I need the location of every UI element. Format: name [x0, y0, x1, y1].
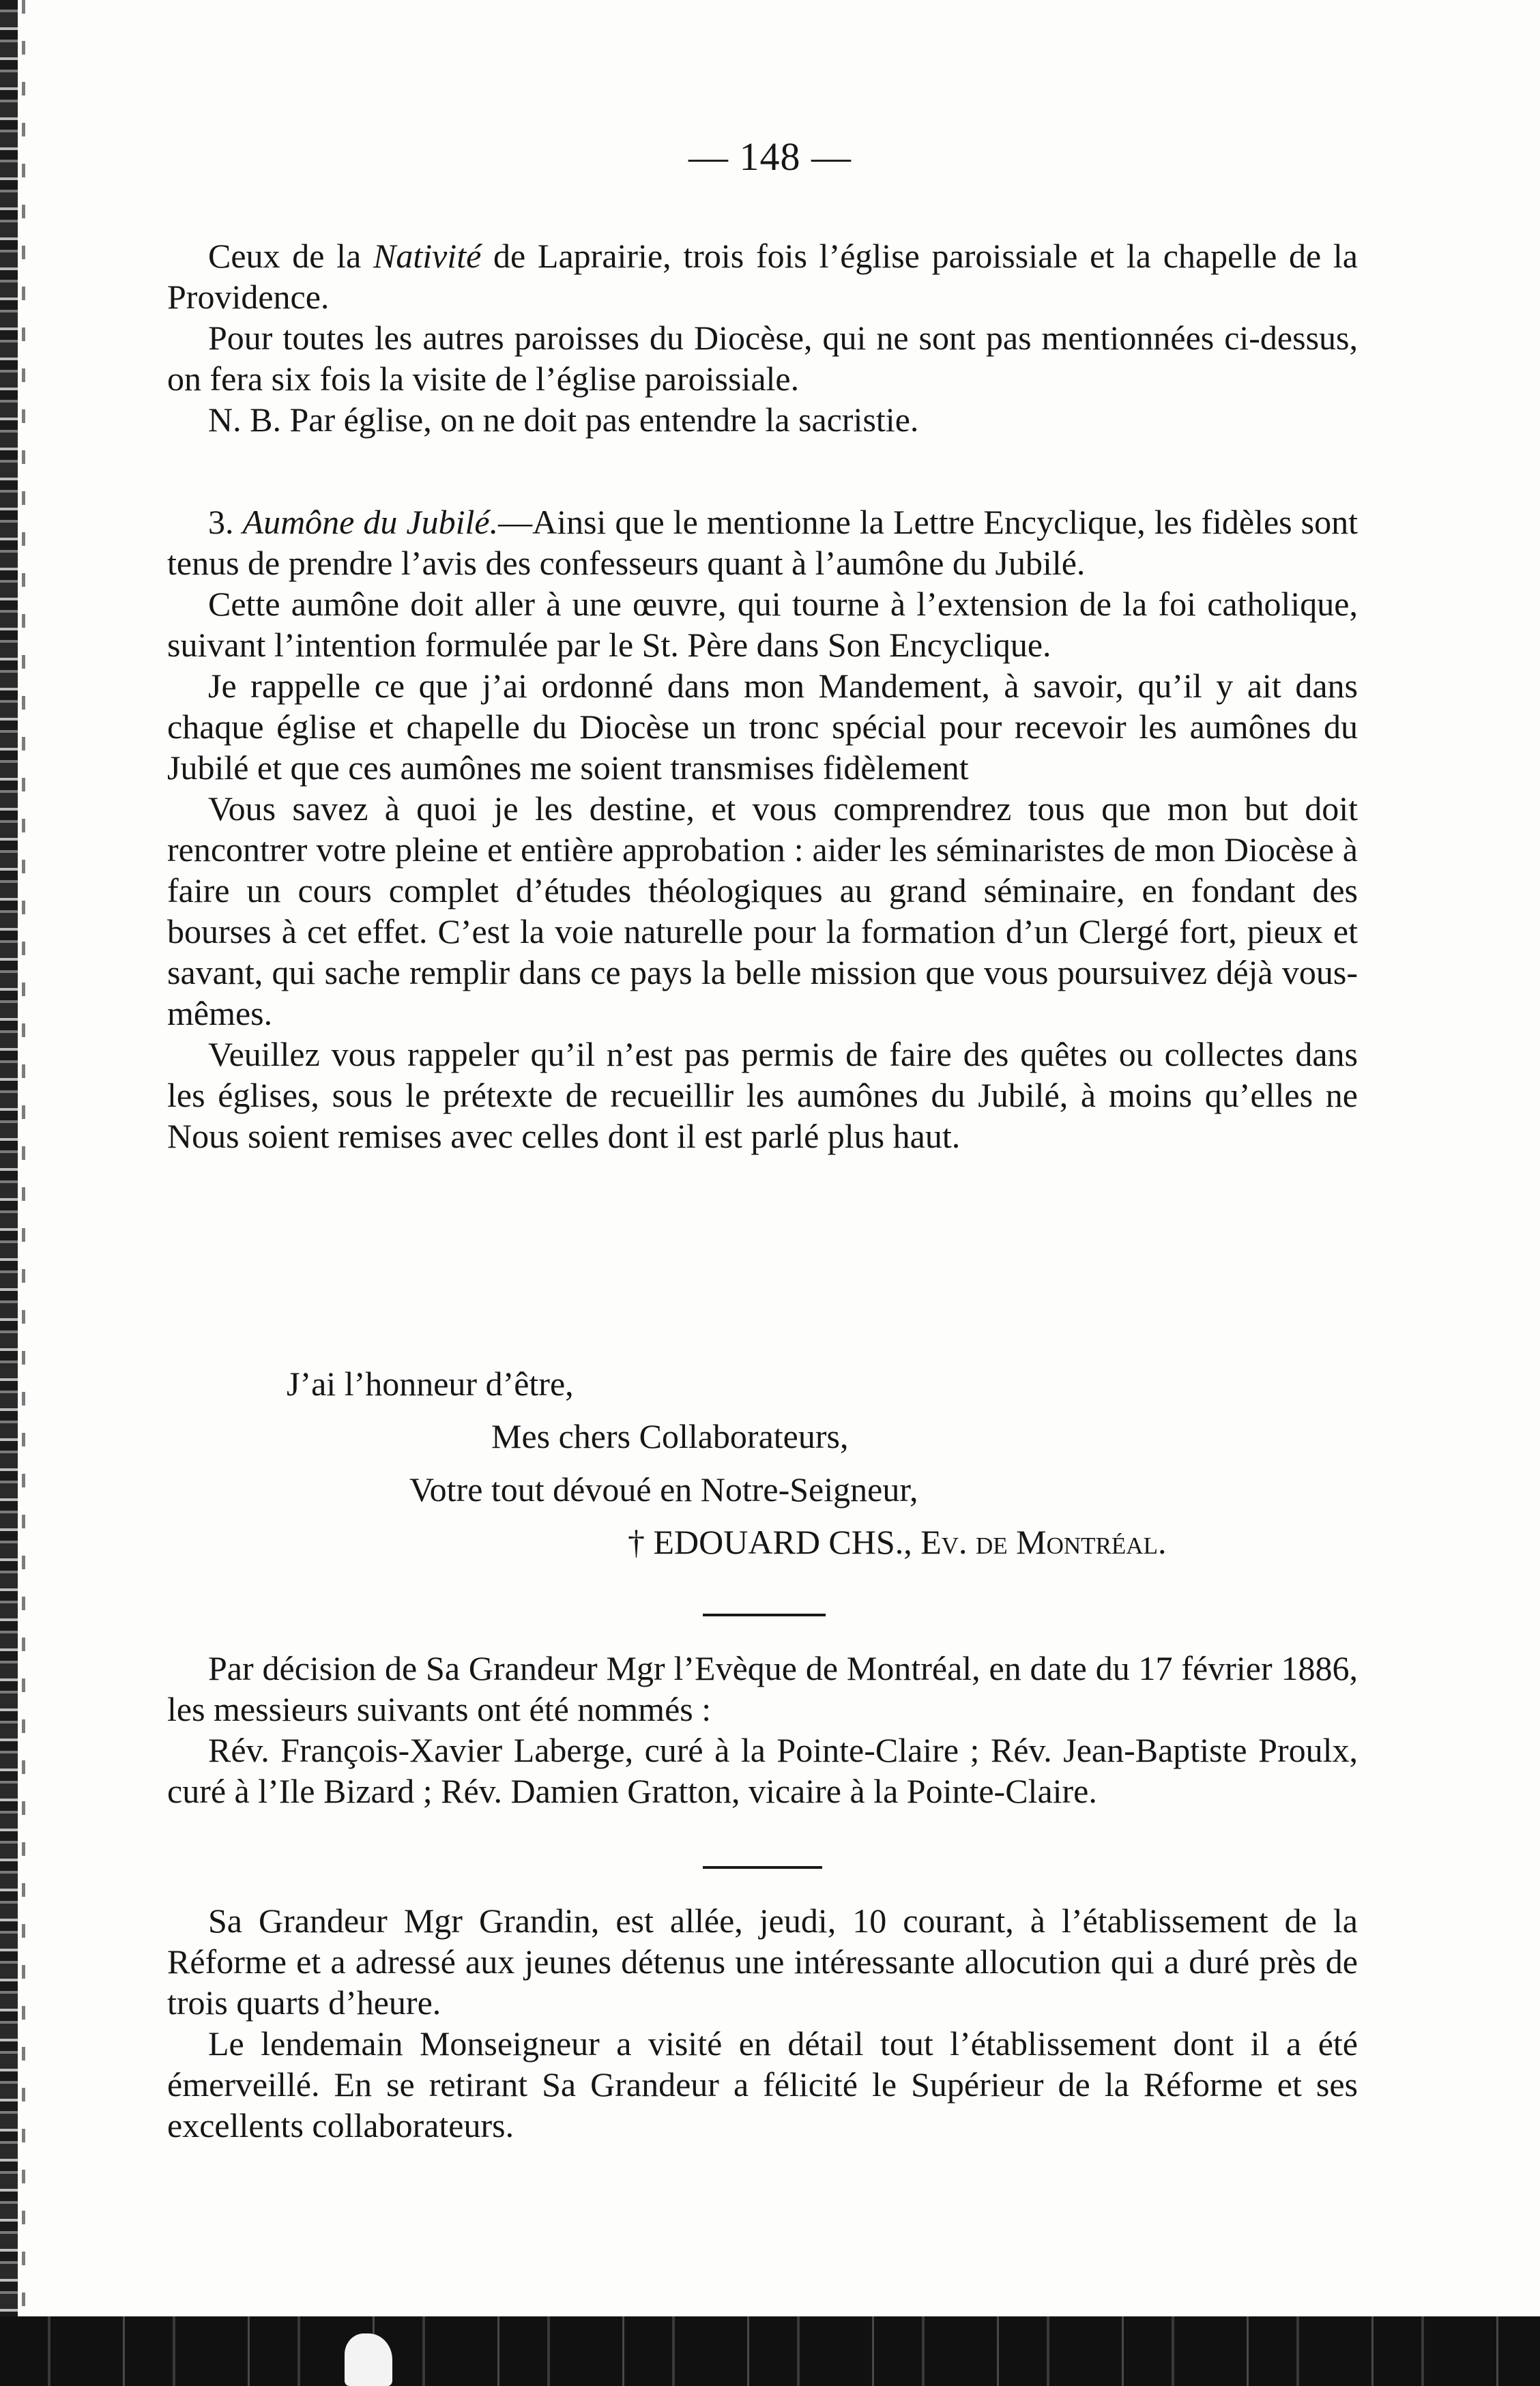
- closing-devotion: Votre tout dévoué en Notre-Seigneur,: [409, 1470, 918, 1509]
- paragraph-appointments: Rév. François-Xavier Laberge, curé à la Pointe-Claire ; Rév. Jean-Baptiste Proulx, curé à l’Ile Bizard ; Rév. Damien Gratton, vicaire à la Pointe-Claire.: [167, 1731, 1358, 1810]
- binding-edge-shadow: [22, 0, 25, 2386]
- visits-section: [167, 235, 1358, 440]
- grandin-visit-section: [167, 1900, 1358, 2146]
- signature-title: Ev. de Montréal.: [920, 1523, 1167, 1561]
- paragraph-allocution: Sa Grandeur Mgr Grandin, est allée, jeudi, 10 courant, à l’établissement de la Réforme et a adressé aux jeunes détenus une intéressante allocution qui a duré près de trois quarts d’heure.: [167, 1902, 1358, 2022]
- binding-edge: [0, 0, 18, 2386]
- paragraph-text: —Ainsi que le mentionne la Lettre Encyclique, les fidèles sont tenus de prendre l’avis des confesseurs quant à l’aumône du Jubilé.: [167, 503, 1359, 582]
- section-title-italic: Aumône du Jubilé.: [242, 503, 499, 541]
- scan-noise: [0, 2316, 1540, 2386]
- paragraph-text: Ceux de la: [208, 237, 373, 275]
- section-divider: [703, 1614, 826, 1616]
- paragraph-decision: Par décision de Sa Grandeur Mgr l’Evèque de Montréal, en date du 17 février 1886, les messieurs suivants ont été nommés :: [167, 1649, 1358, 1728]
- section-divider: [703, 1866, 822, 1869]
- page-number: — 148 —: [688, 134, 852, 179]
- paragraph-seminaristes: Vous savez à quoi je les destine, et vous comprendrez tous que mon but doit rencontrer votre pleine et entière approbation : aider les séminaristes de mon Diocèse à faire un cours complet d’études théologiques au grand séminaire, en fondant des bourses à cet effet. C’est la voie naturelle pour la formation d’un Clergé fort, pieux et savant, qui sache remplir dans ce pays la belle mission que vous poursuivez déjà vous-mêmes.: [167, 789, 1358, 1032]
- paragraph-quetes: Veuillez vous rappeler qu’il n’est pas permis de faire des quêtes ou collectes dans les églises, sous le prétexte de recueillir les aumônes du Jubilé, à moins qu’elles ne Nous soient remises avec celles dont il est parlé plus haut.: [167, 1035, 1358, 1155]
- paragraph-nativite: [167, 235, 1358, 317]
- section-number: 3.: [208, 503, 243, 541]
- paragraph-other-parishes: Pour toutes les autres paroisses du Diocèse, qui ne sont pas mentionnées ci-dessus, on fera six fois la visite de l’église paroissiale.: [167, 319, 1358, 398]
- parish-name-italic: Nativité: [373, 237, 482, 275]
- signature: [628, 1522, 1166, 1562]
- paragraph-aumone-heading: [167, 501, 1358, 583]
- nominations-section: [167, 1648, 1358, 1812]
- paragraph-visite: Le lendemain Monseigneur a visité en détail tout l’établissement dont il a été émerveillé. En se retirant Sa Grandeur a félicité le Supérieur de la Réforme et ses excellents collaborateurs.: [167, 2024, 1358, 2144]
- paragraph-mandement: Je rappelle ce que j’ai ordonné dans mon Mandement, à savoir, qu’il y ait dans chaque église et chapelle du Diocèse un tronc spécial pour recevoir les aumônes du Jubilé et que ces aumônes me soient transmises fidèlement: [167, 667, 1358, 787]
- signature-name: † EDOUARD CHS.,: [628, 1523, 921, 1561]
- jubilee-alms-section: [167, 501, 1358, 1156]
- paragraph-nota-bene: N. B. Par église, on ne doit pas entendre la sacristie.: [208, 401, 919, 439]
- closing-address: Mes chers Collaborateurs,: [491, 1417, 849, 1455]
- paragraph-text: de Laprairie, trois fois l’église paroissiale et la chapelle de la Providence.: [167, 237, 1358, 316]
- closing-salutation: J’ai l’honneur d’être,: [287, 1365, 574, 1403]
- paragraph-oeuvre: Cette aumône doit aller à une œuvre, qui tourne à l’extension de la foi catholique, suivant l’intention formulée par le St. Père dans Son Encyclique.: [167, 585, 1358, 664]
- scan-blot: [345, 2333, 392, 2386]
